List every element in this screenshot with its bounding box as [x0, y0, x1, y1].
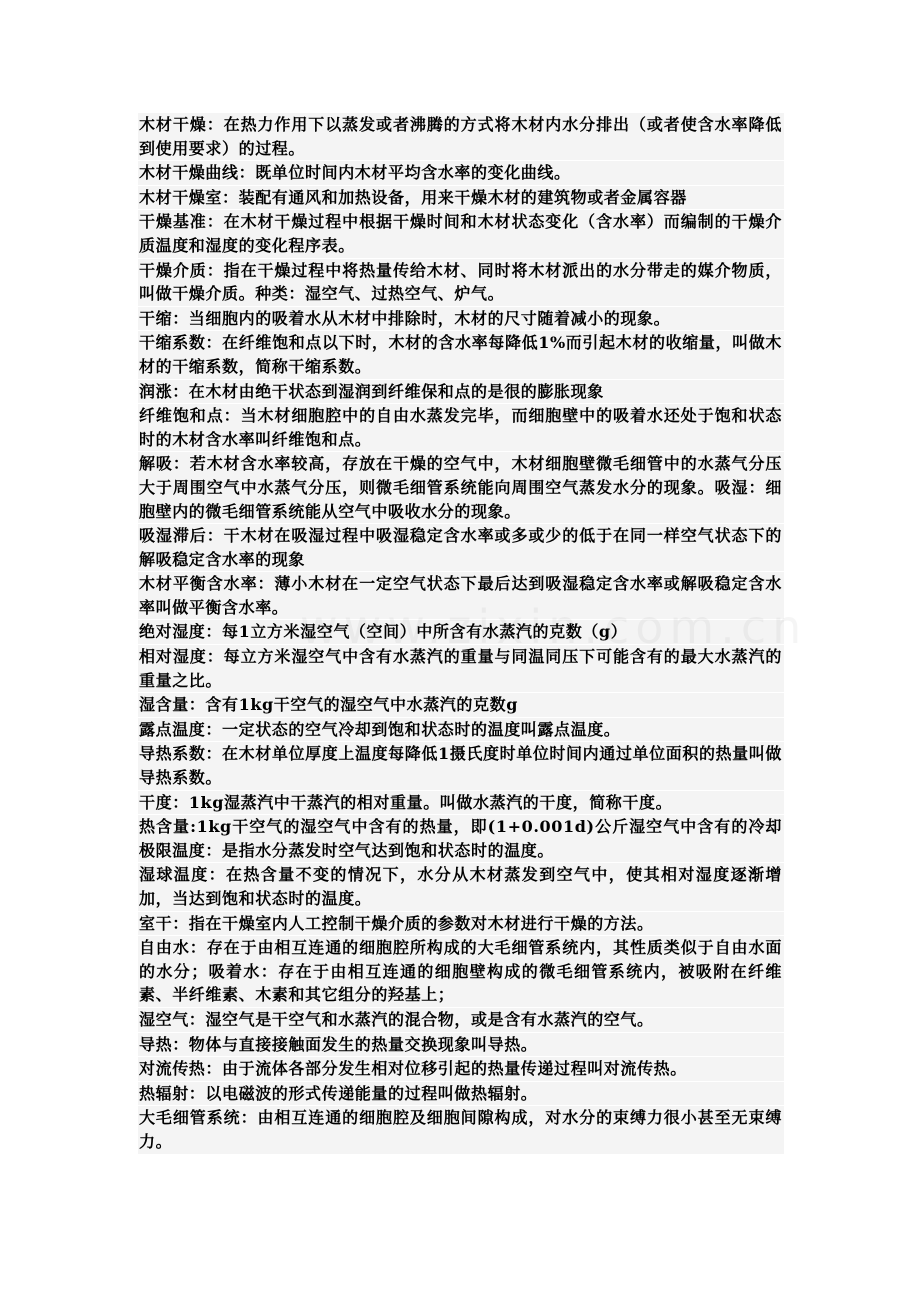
paragraph-macrocapillary-system: 大毛细管系统：由相互连通的细胞腔及细胞间隙构成，对水分的束缚力很小甚至无束缚力。: [138, 1106, 784, 1153]
paragraph-humid-air: 湿空气：湿空气是干空气和水蒸汽的混合物，或是含有水蒸汽的空气。: [138, 1008, 784, 1032]
paragraph-free-water: 自由水：存在于由相互连通的细胞腔所构成的大毛细管系统内，其性质类似于自由水面的水分；吸着水：存在于由相互连通的细胞壁构成的微毛细管系统内，被吸附在纤维素、半纤维素、木素和其它组分的羟基上；: [138, 936, 784, 1007]
paragraph-swelling: 润涨：在木材由绝干状态到湿润到纤维保和点的是很的膨胀现象: [138, 380, 784, 404]
paragraph-wet-bulb-temperature: 湿球温度：在热含量不变的情况下，水分从木材蒸发到空气中，使其相对湿度逐渐增加，当达到饱和状态时的温度。: [138, 863, 784, 910]
paragraph-wood-drying: 木材干燥：在热力作用下以蒸发或者沸腾的方式将木材内水分排出（或者使含水率降低到使用要求）的过程。: [138, 113, 784, 160]
paragraph-drying-schedule: 干燥基准：在木材干燥过程中根据干燥时间和木材状态变化（含水率）而编制的干燥介质温度和湿度的变化程序表。: [138, 210, 784, 257]
paragraph-heat-content: 热含量:1kg干空气的湿空气中含有的热量，即(1+0.001d)公斤湿空气中含有的冷却极限温度：是指水分蒸发时空气达到饱和状态时的温度。: [138, 815, 784, 862]
paragraph-equilibrium-moisture: 木材平衡含水率：薄小木材在一定空气状态下最后达到吸湿稳定含水率或解吸稳定含水率叫做平衡含水率。: [138, 572, 784, 619]
paragraph-shrinkage: 干缩：当细胞内的吸着水从木材中排除时，木材的尺寸随着减小的现象。: [138, 307, 784, 331]
paragraph-absolute-humidity: 绝对湿度：每1立方米湿空气（空间）中所含有水蒸汽的克数（g）: [138, 620, 784, 644]
paragraph-thermal-conductivity: 导热系数：在木材单位厚度上温度每降低1摄氏度时单位时间内通过单位面积的热量叫做导热系数。: [138, 742, 784, 789]
paragraph-drying-medium: 干燥介质：指在干燥过程中将热量传给木材、同时将木材派出的水分带走的媒介物质，叫做干燥介质。种类：湿空气、过热空气、炉气。: [138, 259, 784, 306]
paragraph-drying-curve: 木材干燥曲线：既单位时间内木材平均含水率的变化曲线。: [138, 161, 784, 185]
paragraph-shrinkage-coefficient: 干缩系数：在纤维饱和点以下时，木材的含水率每降低1%而引起木材的收缩量，叫做木材的干缩系数，简称干缩系数。: [138, 331, 784, 378]
paragraph-fiber-saturation-point: 纤维饱和点：当木材细胞腔中的自由水蒸发完毕，而细胞壁中的吸着水还处于饱和状态时的木材含水率叫纤维饱和点。: [138, 404, 784, 451]
paragraph-conduction: 导热：物体与直接接触面发生的热量交换现象叫导热。: [138, 1033, 784, 1057]
paragraph-relative-humidity: 相对湿度：每立方米湿空气中含有水蒸汽的重量与同温同压下可能含有的最大水蒸汽的重量之比。: [138, 645, 784, 692]
paragraph-moisture-content: 湿含量：含有1kg干空气的湿空气中水蒸汽的克数g: [138, 693, 784, 717]
paragraph-radiation: 热辐射：以电磁波的形式传递能量的过程叫做热辐射。: [138, 1082, 784, 1106]
document-body: [138, 113, 784, 1155]
paragraph-desorption: 解吸：若木材含水率较高，存放在干燥的空气中，木材细胞壁微毛细管中的水蒸气分压大于周围空气中水蒸气分压，则微毛细管系统能向周围空气蒸发水分的现象。吸湿：细胞壁内的微毛细管系统能从空气中吸收水分的现象。: [138, 452, 784, 523]
paragraph-drying-kiln: 木材干燥室：装配有通风和加热设备，用来干燥木材的建筑物或者金属容器: [138, 186, 784, 210]
paragraph-convection: 对流传热：由于流体各部分发生相对位移引起的热量传递过程叫对流传热。: [138, 1057, 784, 1081]
paragraph-kiln-drying: 室干：指在干燥室内人工控制干燥介质的参数对木材进行干燥的方法。: [138, 912, 784, 936]
paragraph-dryness: 干度：1kg湿蒸汽中干蒸汽的相对重量。叫做水蒸汽的干度，简称干度。: [138, 791, 784, 815]
paragraph-dew-point: 露点温度：一定状态的空气冷却到饱和状态时的温度叫露点温度。: [138, 718, 784, 742]
paragraph-sorption-hysteresis: 吸湿滞后：干木材在吸湿过程中吸湿稳定含水率或多或少的低于在同一样空气状态下的解吸稳定含水率的现象: [138, 524, 784, 571]
